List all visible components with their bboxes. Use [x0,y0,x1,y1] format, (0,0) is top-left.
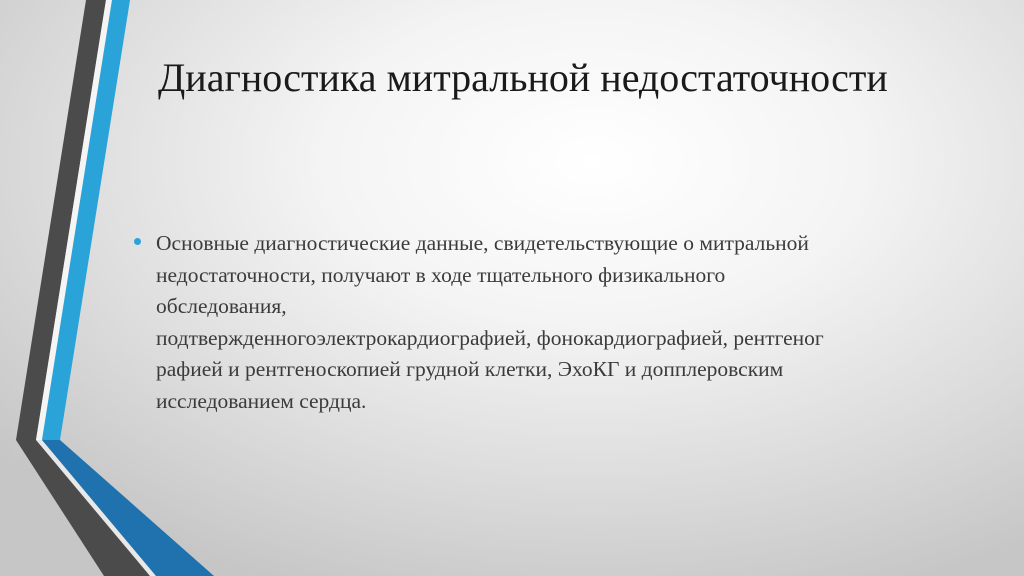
bullet-dot-icon [134,238,141,245]
bullet-item [134,228,974,417]
slide-body [134,228,974,417]
bullet-text: Основные диагностические данные, свидетельствующие о митральной недостаточности, получают в ходе тщательного физикального обследования, подтвержденногоэлектрокардиографией, фонокардиографией, рентгеног рафией и рентгеноскопией грудной клетки, ЭхоКГ и допплеровским исследованием сердца. [156,231,824,413]
white-stripe [36,0,112,440]
slide-title: Диагностика митральной недостаточности [158,55,888,100]
